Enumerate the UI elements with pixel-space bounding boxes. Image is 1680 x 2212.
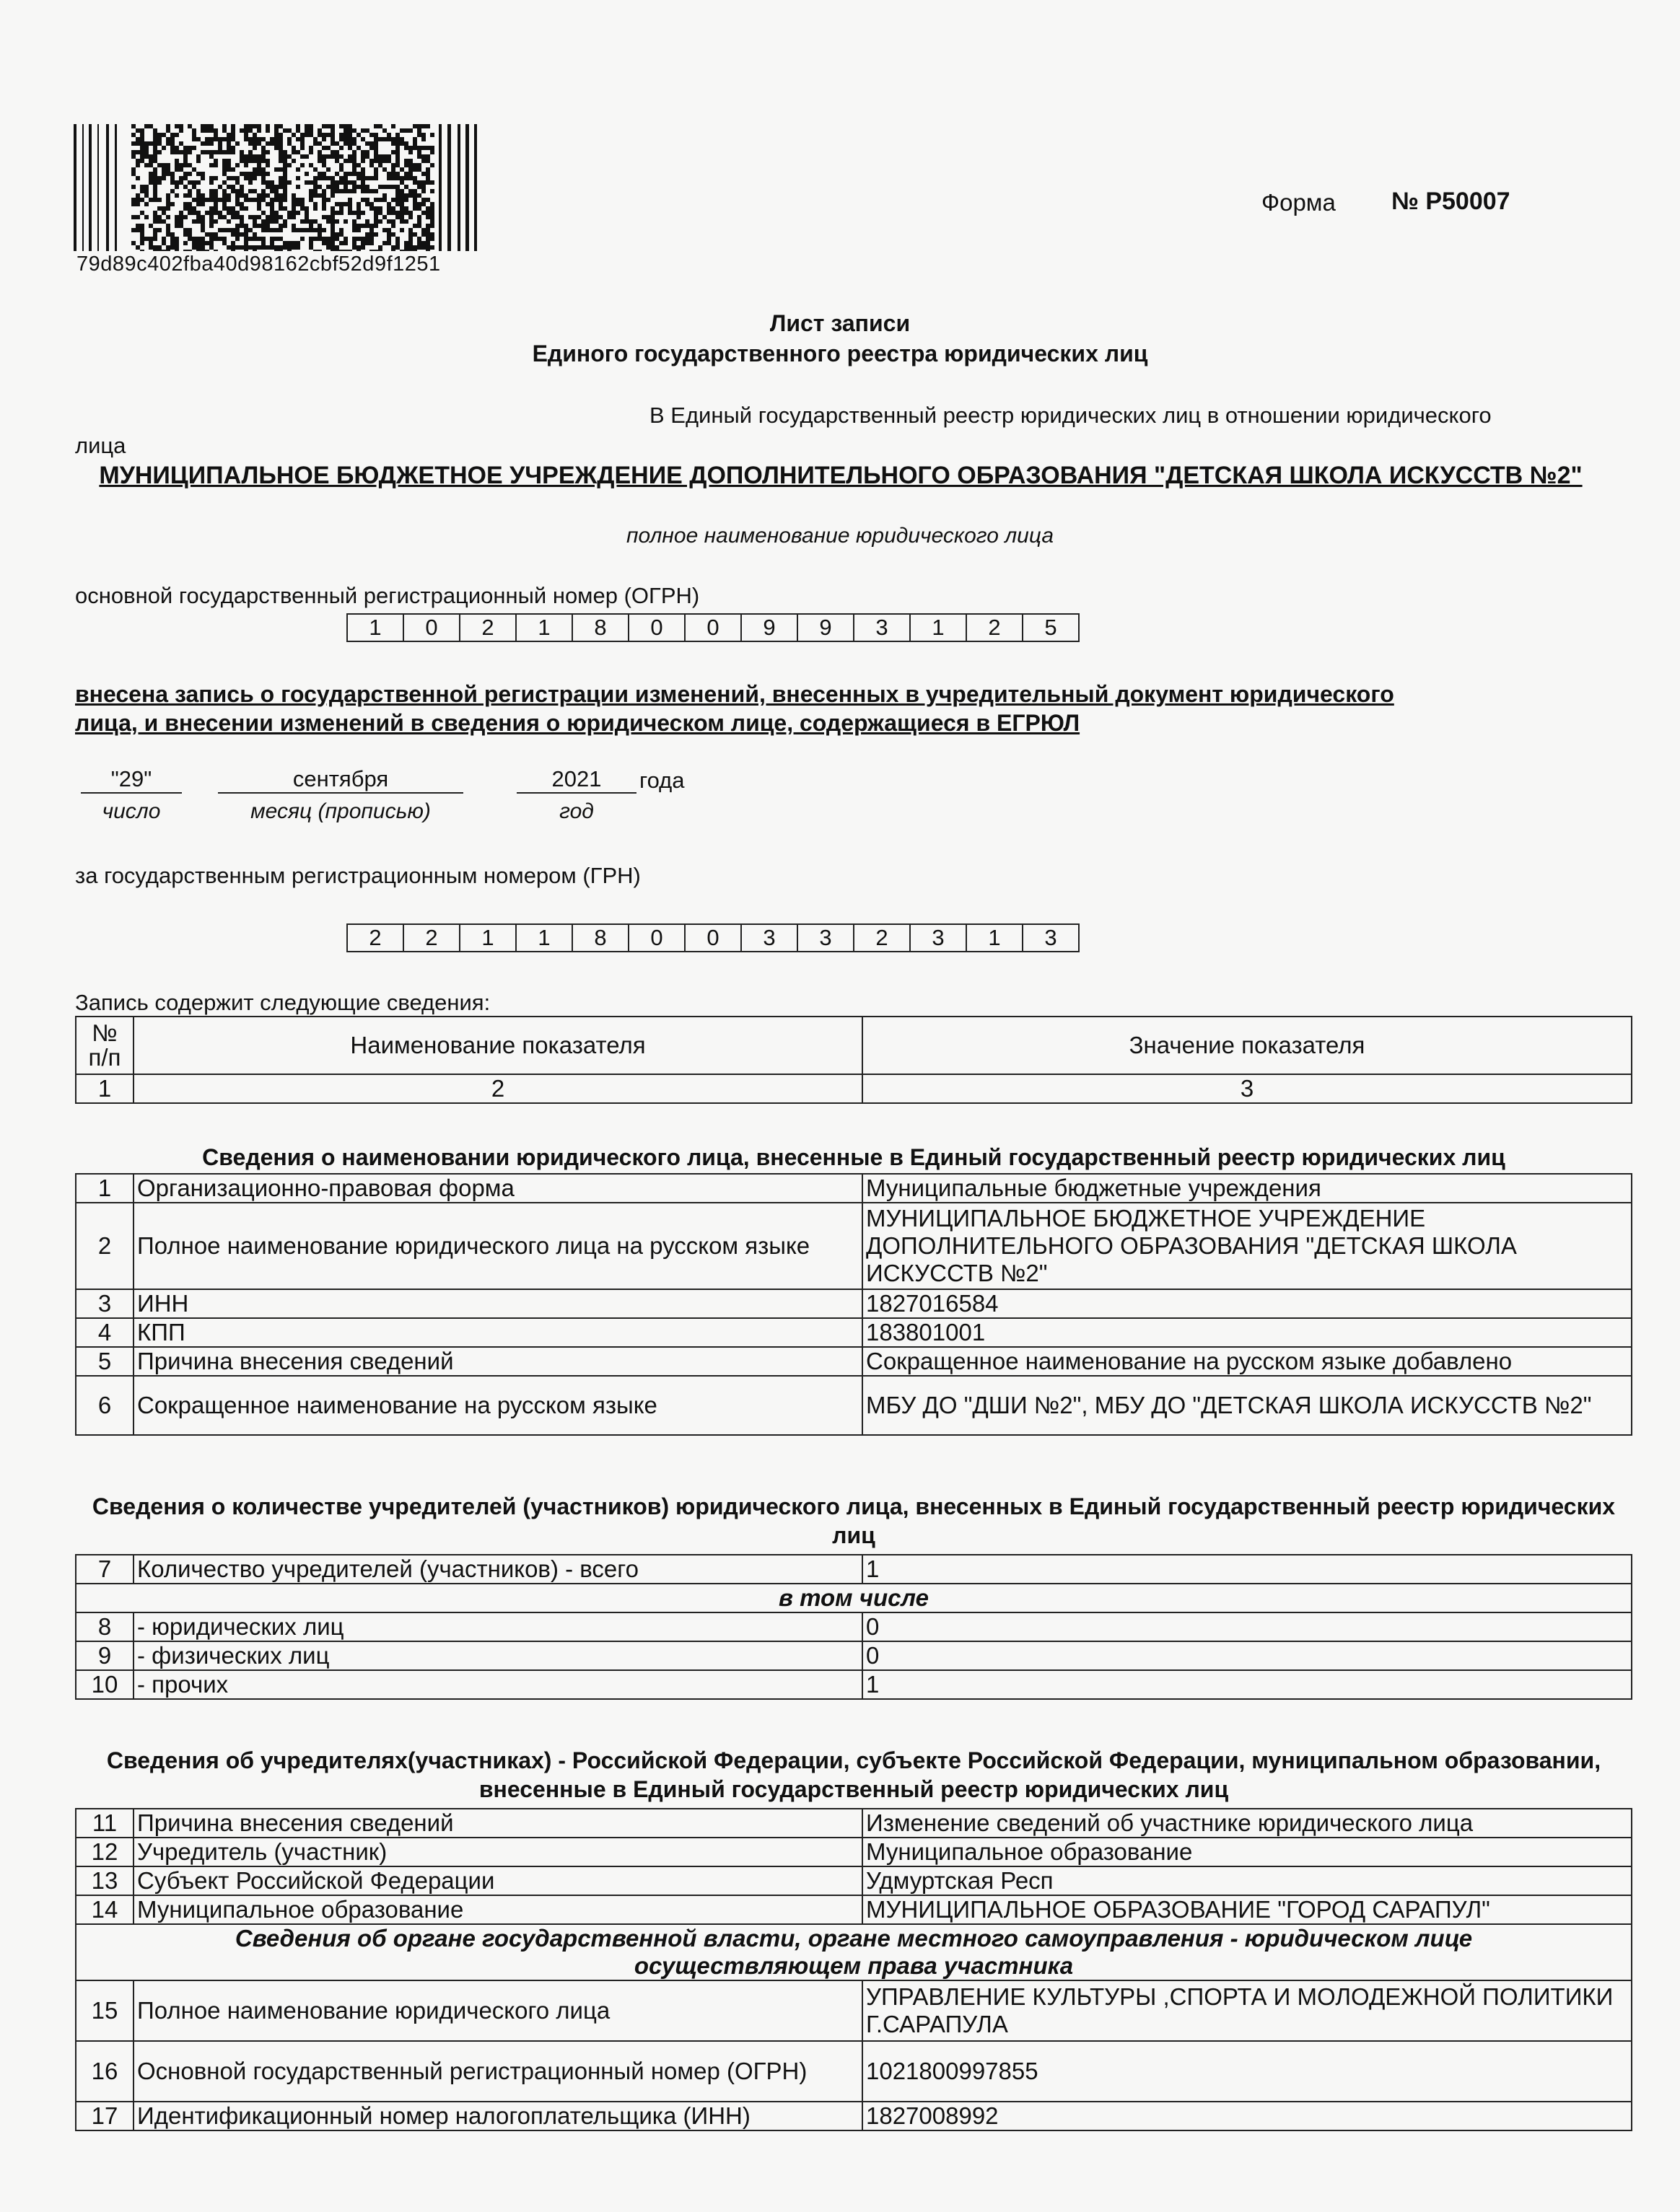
row-value: 1827016584 [862, 1289, 1632, 1318]
grn-digit: 3 [740, 923, 798, 952]
row-value: 1 [862, 1670, 1632, 1699]
ogrn-digit: 8 [572, 613, 629, 642]
intro-text-cont: лица [75, 433, 126, 458]
table-row [76, 1347, 1632, 1376]
subheader-including: в том числе [76, 1584, 1632, 1612]
ogrn-digit: 0 [628, 613, 686, 642]
row-name: Причина внесения сведений [134, 1809, 862, 1838]
entry-statement: внесена запись о государственной регистрации изменений, внесенных в учредительный документ юридического лица, и внесении изменений в сведения о юридическом лице, содержащиеся в ЕГРЮЛ [75, 681, 1394, 736]
row-number: 5 [76, 1347, 134, 1376]
row-number: 13 [76, 1866, 134, 1895]
row-number: 11 [76, 1809, 134, 1838]
ogrn-label: основной государственный регистрационный номер (ОГРН) [75, 583, 700, 608]
row-number: 16 [76, 2041, 134, 2102]
grn-digit: 3 [1022, 923, 1080, 952]
header-name: Наименование показателя [134, 1017, 862, 1074]
barcode-hash: 79d89c402fba40d98162cbf52d9f1251 [76, 253, 441, 276]
row-value: 1 [862, 1555, 1632, 1584]
section-founders-table [75, 1808, 1632, 2131]
row-value: Удмуртская Респ [862, 1866, 1632, 1895]
table-row [76, 1318, 1632, 1347]
date-month: сентября [218, 766, 463, 794]
header-col-2: 2 [134, 1074, 862, 1103]
row-value: Муниципальное образование [862, 1838, 1632, 1866]
subheader-authority: Сведения об органе государственной власти, органе местного самоуправления - юридическом лице осуществляющем права участника [76, 1924, 1632, 1980]
table-row [76, 1555, 1632, 1584]
row-value: МУНИЦИПАЛЬНОЕ БЮДЖЕТНОЕ УЧРЕЖДЕНИЕ ДОПОЛНИТЕЛЬНОГО ОБРАЗОВАНИЯ "ДЕТСКАЯ ШКОЛА ИСКУССТВ №2" [862, 1203, 1632, 1289]
row-name: Причина внесения сведений [134, 1347, 862, 1376]
table-row [76, 1376, 1632, 1435]
row-number: 2 [76, 1203, 134, 1289]
row-name: Сокращенное наименование на русском языке [134, 1376, 862, 1435]
table-row [76, 1203, 1632, 1289]
row-value: Сокращенное наименование на русском языке добавлено [862, 1347, 1632, 1376]
table-row [76, 2102, 1632, 2130]
grn-digit: 8 [572, 923, 629, 952]
row-name: Основной государственный регистрационный номер (ОГРН) [134, 2041, 862, 2102]
ogrn-digit: 5 [1022, 613, 1080, 642]
row-name: Полное наименование юридического лица на русском языке [134, 1203, 862, 1289]
row-number: 12 [76, 1838, 134, 1866]
row-number: 8 [76, 1612, 134, 1641]
section-title-founders: Сведения об учредителях(участниках) - Российской Федерации, субъекте Российской Федерации, муниципальном образовании, внесенные в Единый государственный реестр юридических лиц [106, 1747, 1601, 1802]
table-row [76, 1866, 1632, 1895]
row-name: Полное наименование юридического лица [134, 1980, 862, 2041]
contains-label: Запись содержит следующие сведения: [75, 990, 491, 1015]
grn-digit: 2 [853, 923, 911, 952]
row-value: 0 [862, 1612, 1632, 1641]
header-num: № п/п [76, 1017, 134, 1074]
table-row [76, 1809, 1632, 1838]
row-name: - юридических лиц [134, 1612, 862, 1641]
row-number: 15 [76, 1980, 134, 2041]
ogrn-digit: 0 [684, 613, 742, 642]
date-month-caption: месяц (прописью) [250, 799, 431, 823]
barcode-image [74, 124, 482, 251]
header-value: Значение показателя [862, 1017, 1632, 1074]
grn-digit-boxes [348, 923, 1080, 952]
ogrn-digit: 1 [346, 613, 404, 642]
intro-text: В Единый государственный реестр юридических лиц в отношении юридического [649, 403, 1492, 428]
row-number: 1 [76, 1174, 134, 1203]
row-number: 10 [76, 1670, 134, 1699]
grn-digit: 1 [459, 923, 517, 952]
form-label: Форма [1261, 189, 1336, 216]
ogrn-digit: 1 [909, 613, 967, 642]
table-row [76, 1670, 1632, 1699]
grn-digit: 0 [684, 923, 742, 952]
row-number: 17 [76, 2102, 134, 2130]
grn-digit: 2 [346, 923, 404, 952]
header-col-1: 1 [76, 1074, 134, 1103]
grn-digit: 3 [909, 923, 967, 952]
ogrn-digit: 1 [515, 613, 573, 642]
row-value: МБУ ДО "ДШИ №2", МБУ ДО "ДЕТСКАЯ ШКОЛА ИСКУССТВ №2" [862, 1376, 1632, 1435]
document-title: Лист записи [769, 310, 911, 336]
row-name: КПП [134, 1318, 862, 1347]
row-name: Идентификационный номер налогоплательщика (ИНН) [134, 2102, 862, 2130]
row-number: 14 [76, 1895, 134, 1924]
ogrn-digit: 3 [853, 613, 911, 642]
table-row [76, 1612, 1632, 1641]
table-subheader-row [76, 1924, 1632, 1980]
date-year-suffix: года [639, 768, 685, 793]
ogrn-digit: 9 [797, 613, 854, 642]
grn-digit: 1 [966, 923, 1023, 952]
table-row [76, 1174, 1632, 1203]
row-value: 183801001 [862, 1318, 1632, 1347]
section-name-table [75, 1173, 1632, 1436]
date-day: "29" [81, 766, 182, 794]
grn-digit: 1 [515, 923, 573, 952]
row-number: 3 [76, 1289, 134, 1318]
row-value: Изменение сведений об участнике юридического лица [862, 1809, 1632, 1838]
row-number: 9 [76, 1641, 134, 1670]
grn-digit: 3 [797, 923, 854, 952]
row-name: Учредитель (участник) [134, 1838, 862, 1866]
section-founders-count-table [75, 1554, 1632, 1700]
ogrn-digit: 0 [403, 613, 460, 642]
row-value: 0 [862, 1641, 1632, 1670]
row-name: Организационно-правовая форма [134, 1174, 862, 1203]
date-year: 2021 [517, 766, 636, 794]
table-row [76, 1895, 1632, 1924]
row-value: 1021800997855 [862, 2041, 1632, 2102]
row-name: ИНН [134, 1289, 862, 1318]
header-col-3: 3 [862, 1074, 1632, 1103]
row-number: 6 [76, 1376, 134, 1435]
row-value: 1827008992 [862, 2102, 1632, 2130]
table-subheader-row [76, 1584, 1632, 1612]
ogrn-digit: 9 [740, 613, 798, 642]
row-name: Количество учредителей (участников) - всего [134, 1555, 862, 1584]
row-number: 4 [76, 1318, 134, 1347]
section-title-name: Сведения о наименовании юридического лица, внесенные в Единый государственный реестр юридических лиц [202, 1144, 1505, 1170]
table-row [76, 2041, 1632, 2102]
table-row [76, 1980, 1632, 2041]
grn-digit: 2 [403, 923, 460, 952]
row-name: - физических лиц [134, 1641, 862, 1670]
ogrn-digit: 2 [966, 613, 1023, 642]
grn-label: за государственным регистрационным номером (ГРН) [75, 863, 641, 888]
ogrn-digit-boxes [348, 613, 1080, 642]
ogrn-digit: 2 [459, 613, 517, 642]
document-subtitle: Единого государственного реестра юридических лиц [532, 341, 1148, 367]
row-name: - прочих [134, 1670, 862, 1699]
table-row [76, 1641, 1632, 1670]
organization-name: МУНИЦИПАЛЬНОЕ БЮДЖЕТНОЕ УЧРЕЖДЕНИЕ ДОПОЛНИТЕЛЬНОГО ОБРАЗОВАНИЯ "ДЕТСКАЯ ШКОЛА ИСКУССТВ №2" [99, 462, 1583, 489]
grn-digit: 0 [628, 923, 686, 952]
row-value: МУНИЦИПАЛЬНОЕ ОБРАЗОВАНИЕ "ГОРОД САРАПУЛ" [862, 1895, 1632, 1924]
row-value: УПРАВЛЕНИЕ КУЛЬТУРЫ ,СПОРТА И МОЛОДЕЖНОЙ ПОЛИТИКИ Г.САРАПУЛА [862, 1980, 1632, 2041]
row-value: Муниципальные бюджетные учреждения [862, 1174, 1632, 1203]
form-number: № Р50007 [1391, 188, 1510, 215]
table-row [76, 1289, 1632, 1318]
date-year-caption: год [559, 799, 594, 823]
date-day-caption: число [102, 799, 161, 823]
row-name: Субъект Российской Федерации [134, 1866, 862, 1895]
row-name: Муниципальное образование [134, 1895, 862, 1924]
table-row [76, 1838, 1632, 1866]
header-table [75, 1016, 1632, 1104]
row-number: 7 [76, 1555, 134, 1584]
section-title-founders-count: Сведения о количестве учредителей (участников) юридического лица, внесенных в Единый государственный реестр юридических лиц [92, 1493, 1616, 1548]
organization-name-caption: полное наименование юридического лица [626, 524, 1054, 548]
